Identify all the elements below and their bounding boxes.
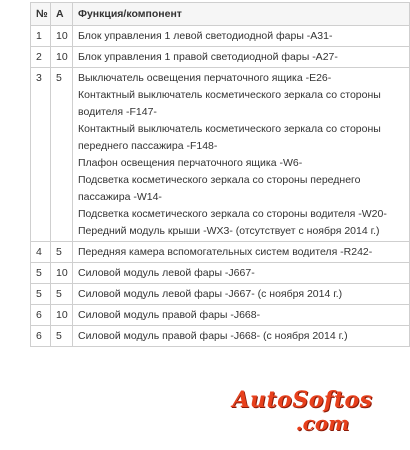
table-row: [31, 26, 410, 47]
cell-amperage: 5: [51, 242, 73, 263]
function-line: Силовой модуль правой фары -J668- (с ноября 2014 г.): [78, 330, 348, 342]
function-line: Подсветка косметического зеркала со стороны переднего пассажира -W14-: [78, 174, 361, 203]
function-line: Плафон освещения перчаточного ящика -W6-: [78, 157, 303, 169]
cell-amperage: 10: [51, 47, 73, 68]
header-function: Функция/компонент: [73, 3, 410, 26]
table-body: [31, 26, 410, 347]
watermark-logo: [205, 388, 400, 434]
cell-amperage: 10: [51, 305, 73, 326]
function-line: Силовой модуль правой фары -J668-: [78, 309, 261, 321]
table-row: [31, 284, 410, 305]
table-header-row: [31, 3, 410, 26]
table-row: [31, 305, 410, 326]
header-number: №: [31, 3, 51, 26]
cell-amperage: 5: [51, 284, 73, 305]
table-row: [31, 326, 410, 347]
table-row: [31, 242, 410, 263]
cell-number: 5: [31, 284, 51, 305]
cell-function: [73, 305, 410, 326]
header-amperage: А: [51, 3, 73, 26]
table-row: [31, 263, 410, 284]
function-line: Блок управления 1 левой светодиодной фары -A31-: [78, 30, 333, 42]
cell-amperage: 5: [51, 68, 73, 242]
function-line: Подсветка косметического зеркала со стороны водителя -W20-: [78, 208, 387, 220]
watermark-domain-text: .com: [295, 411, 350, 435]
cell-number: 6: [31, 326, 51, 347]
function-line: Контактный выключатель косметического зеркала со стороны переднего пассажира -F148-: [78, 123, 381, 152]
cell-function: [73, 242, 410, 263]
watermark-main-text: AutoSoftos: [232, 387, 373, 413]
cell-number: 4: [31, 242, 51, 263]
cell-number: 6: [31, 305, 51, 326]
function-line: Выключатель освещения перчаточного ящика -E26-: [78, 72, 332, 84]
table-row: [31, 68, 410, 242]
table-row: [31, 47, 410, 68]
cell-number: 1: [31, 26, 51, 47]
function-line: Блок управления 1 правой светодиодной фары -A27-: [78, 51, 338, 63]
cell-function: [73, 263, 410, 284]
cell-amperage: 10: [51, 26, 73, 47]
function-line: Силовой модуль левой фары -J667- (с ноября 2014 г.): [78, 288, 343, 300]
cell-function: [73, 326, 410, 347]
cell-function: [73, 284, 410, 305]
cell-amperage: 10: [51, 263, 73, 284]
cell-number: 5: [31, 263, 51, 284]
cell-function: [73, 47, 410, 68]
cell-number: 3: [31, 68, 51, 242]
function-line: Передняя камера вспомогательных систем водителя -R242-: [78, 246, 373, 258]
cell-function: [73, 68, 410, 242]
cell-function: [73, 26, 410, 47]
function-line: Силовой модуль левой фары -J667-: [78, 267, 255, 279]
fuse-table: [30, 2, 410, 347]
function-line: Передний модуль крыши -WX3- (отсутствует с ноября 2014 г.): [78, 225, 380, 237]
cell-amperage: 5: [51, 326, 73, 347]
function-line: Контактный выключатель косметического зеркала со стороны водителя -F147-: [78, 89, 381, 118]
cell-number: 2: [31, 47, 51, 68]
